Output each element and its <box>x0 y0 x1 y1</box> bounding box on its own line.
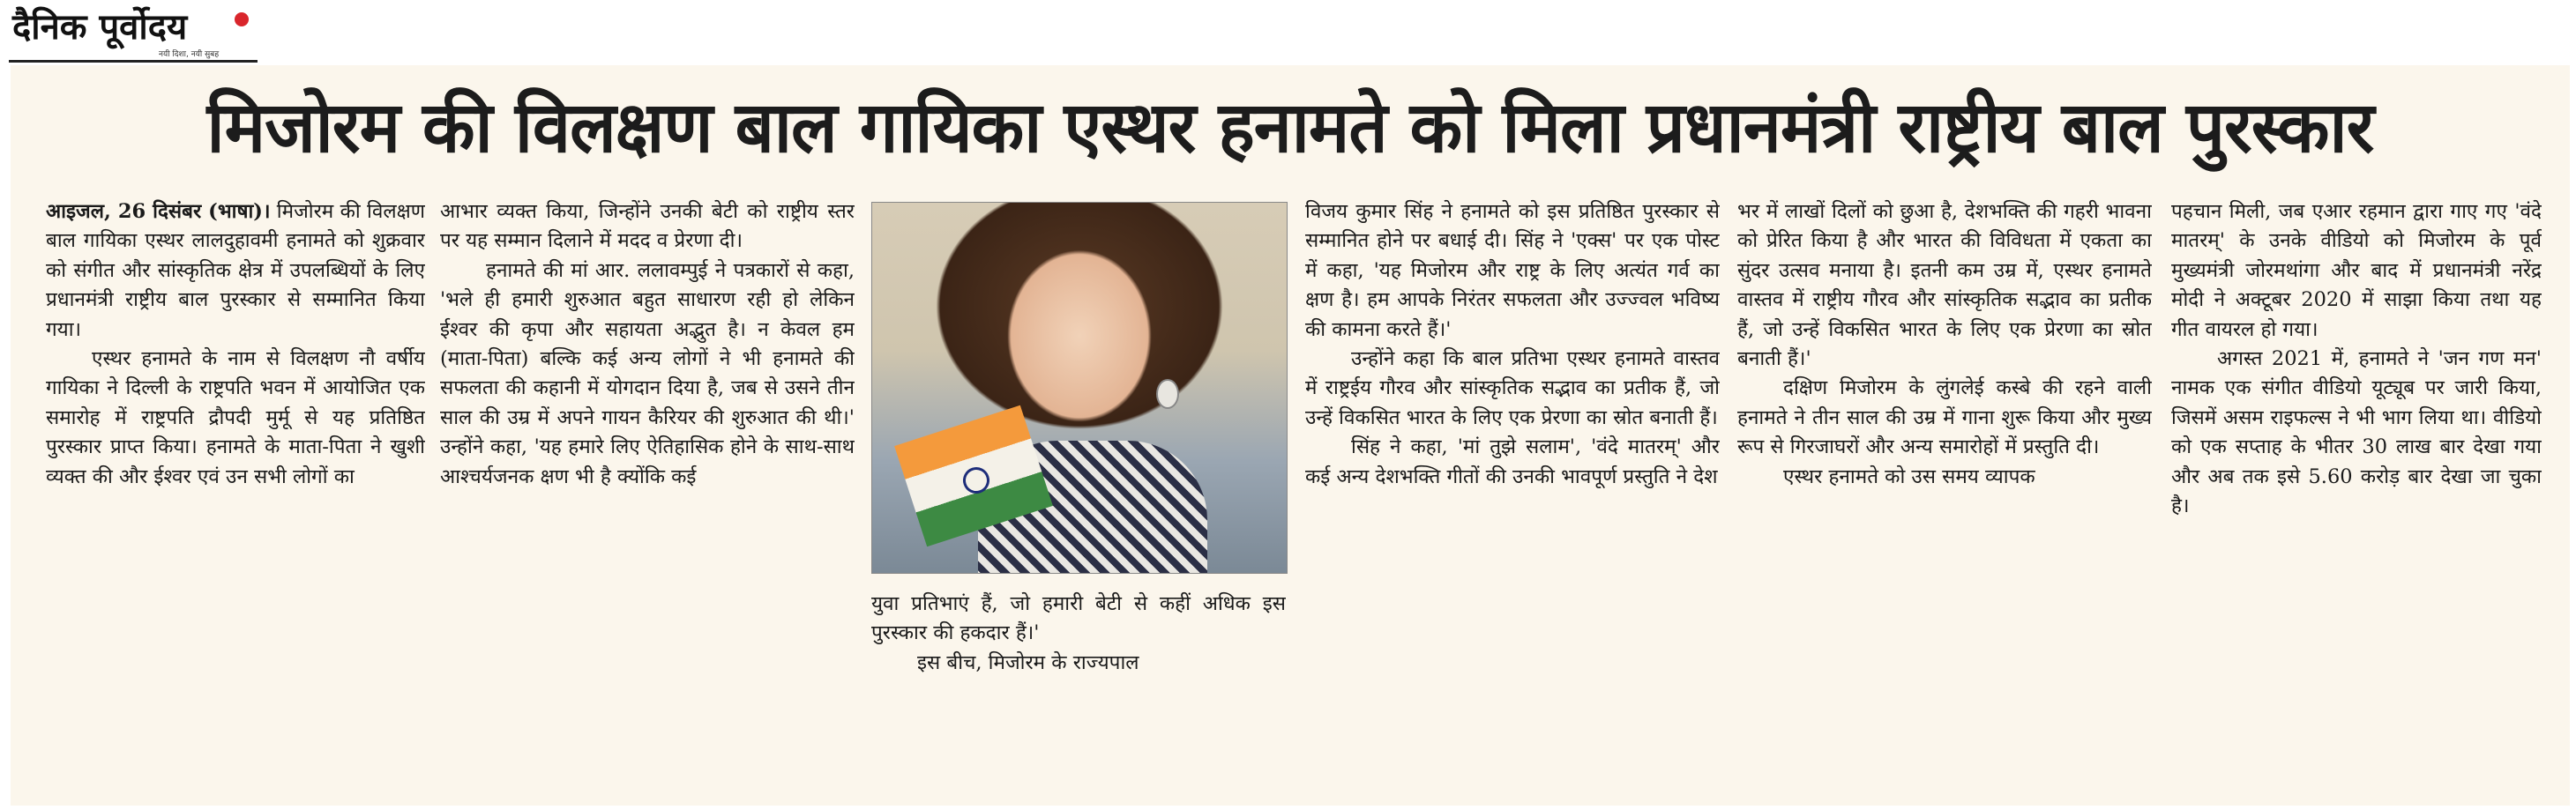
article-headline: मिजोरम की विलक्षण बाल गायिका एस्थर हनामते को मिला प्रधानमंत्री राष्ट्रीय बाल पुरस्कार <box>206 86 2374 168</box>
article-dateline: आइजल, 26 दिसंबर (भाषा)। <box>46 200 271 223</box>
article-column-1 <box>46 197 425 788</box>
newspaper-masthead <box>9 5 258 63</box>
article-column-2 <box>440 197 855 788</box>
article-lead-text: मिजोरम की विलक्षण बाल गायिका एस्थर लालदुहावमी हनामते को शुक्रवार को संगीत और सांस्कृतिक क्षेत्र में उपलब्धियों के लिए प्रधानमंत्री राष्ट्रीय बाल पुरस्कार से सम्मानित किया गया। <box>46 200 425 341</box>
article-paragraph: पहचान मिली, जब एआर रहमान द्वारा गाए गए 'वंदे मातरम्' के उनके वीडियो को मिजोरम के पूर्व मुख्यमंत्री जोरमथांगा और बाद में प्रधानमंत्री नरेंद्र मोदी ने अक्टूबर 2020 में साझा किया तथा यह गीत वायरल हो गया। <box>2171 200 2542 341</box>
article-paragraph: सिंह ने कहा, 'मां तुझे सलाम', 'वंदे मातरम्' और कई अन्य देशभक्ति गीतों की उनकी भावपूर्ण प्रस्तुति ने देश <box>1305 435 1720 488</box>
photo-earring <box>1156 379 1179 409</box>
article-paragraph: विजय कुमार सिंह ने हनामते को इस प्रतिष्ठित पुरस्कार से सम्मानित होने पर बधाई दी। सिंह ने 'एक्स' पर एक पोस्ट में कहा, 'यह मिजोरम और राष्ट्र के लिए अत्यंत गर्व का क्षण है। हम आपके निरंतर सफलता और उज्ज्वल भविष्य की कामना करते हैं।' <box>1305 200 1720 341</box>
newspaper-name: दैनिक पूर्वोदय <box>12 7 188 48</box>
article-paragraph: उन्होंने कहा कि बाल प्रतिभा एस्थर हनामते वास्तव में राष्ट्रईय गौरव और सांस्कृतिक सद्भाव का प्रतीक हैं, जो उन्हें विकसित भारत के लिए एक प्रेरणा का स्रोत बनाती हैं। <box>1305 347 1720 429</box>
article-paragraph: अगस्त 2021 में, हनामते ने 'जन गण मन' नामक एक संगीत वीडियो यूट्यूब पर जारी किया, जिसमें असम राइफल्स ने भी भाग लिया था। वीडियो को एक सप्ताह के भीतर 30 लाख बार देखा गया और अब तक इसे 5.60 करोड़ बार देखा जा चुका है। <box>2171 347 2542 518</box>
article-paragraph: इस बीच, मिजोरम के राज्यपाल <box>917 650 1139 674</box>
article-column-4 <box>1305 197 1720 788</box>
article-paragraph <box>46 197 425 345</box>
news-clipping <box>11 65 2570 806</box>
article-paragraph: एस्थर हनामते के नाम से विलक्षण नौ वर्षीय गायिका ने दिल्ली के राष्ट्रपति भवन में आयोजित एक समारोह में राष्ट्रपति द्रौपदी मुर्मू से यह प्रतिष्ठित पुरस्कार प्राप्त किया। हनामते के माता-पिता ने खुशी व्यक्त की और ईश्वर एवं उन सभी लोगों का <box>46 347 425 488</box>
article-paragraph: भर में लाखों दिलों को छुआ है, देशभक्ति की गहरी भावना को प्रेरित किया है और भारत की विविधता में एकता का सुंदर उत्सव मनाया है। इतनी कम उम्र में, एस्थर हनामते वास्तव में राष्ट्रीय गौरव और सांस्कृतिक सद्भाव का प्रतीक हैं, जो उन्हें विकसित भारत के लिए एक प्रेरणा का स्रोत बनाती हैं।' <box>1737 200 2152 371</box>
article-paragraph: दक्षिण मिजोरम के लुंगलेई कस्बे की रहने वाली हनामते ने तीन साल की उम्र में गाना शुरू किया और मुख्य रूप से गिरजाघरों और अन्य समारोहों में प्रस्तुति दी। <box>1737 376 2152 459</box>
article-column-3 <box>871 590 1286 792</box>
article-paragraph: आभार व्यक्त किया, जिन्होंने उनकी बेटी को राष्ट्रीय स्तर पर यह सम्मान दिलाने में मदद व प्रेरणा दी। <box>440 200 855 253</box>
article-paragraph: हनामते की मां आर. ललावम्पुई ने पत्रकारों से कहा, 'भले ही हमारी शुरुआत बहुत साधारण रही हो लेकिन ईश्वर की कृपा और सहायता अद्भुत है। न केवल हम (माता-पिता) बल्कि कई अन्य लोगों ने भी हनामते की सफलता की कहानी में योगदान दिया है, जब से उसने तीन साल की उम्र में अपने गायन कैरियर की शुरुआत की थी।' उन्होंने कहा, 'यह हमारे लिए ऐतिहासिक होने के साथ-साथ आश्चर्यजनक क्षण भी है क्योंकि कई <box>440 258 855 488</box>
article-column-6 <box>2171 197 2542 788</box>
newspaper-tagline: नयी दिशा, नयी सुबह <box>159 50 220 59</box>
article-photo-child-with-flag <box>871 202 1288 574</box>
masthead-red-dot-icon <box>235 12 249 26</box>
article-paragraph: एस्थर हनामते को उस समय व्यापक <box>1783 464 2035 488</box>
article-column-5 <box>1737 197 2152 788</box>
article-paragraph: युवा प्रतिभाएं हैं, जो हमारी बेटी से कहीं अधिक इस पुरस्कार की हकदार हैं।' <box>871 592 1286 645</box>
